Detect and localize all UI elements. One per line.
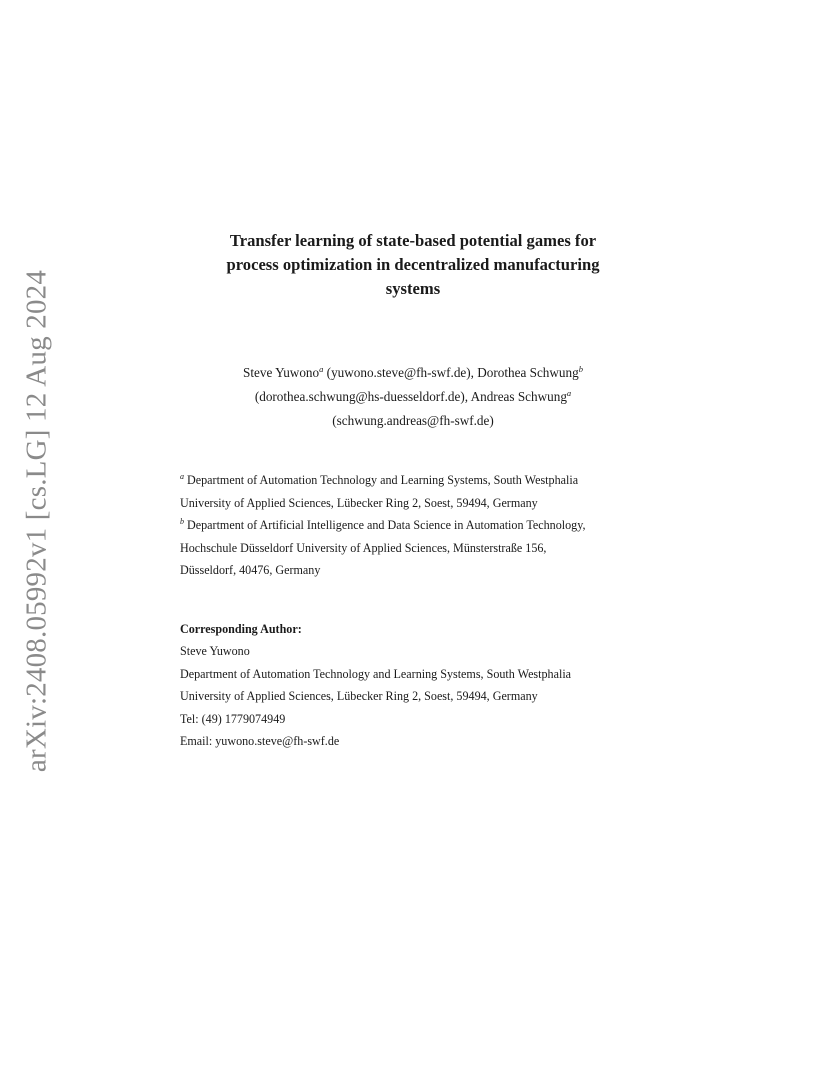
author-email: (schwung.andreas@fh-swf.de) [332, 413, 494, 428]
affiliation-line: Hochschule Düsseldorf University of Applied Sciences, Münsterstraße 156, [180, 540, 547, 555]
author-list [170, 361, 656, 433]
affiliation-text: Department of Automation Technology and Learning Systems, South Westphalia [184, 473, 579, 487]
corresponding-author-department: Department of Automation Technology and Learning Systems, South Westphalia [180, 666, 572, 681]
corresponding-author-department: University of Applied Sciences, Lübecker Ring 2, Soest, 59494, Germany [180, 689, 538, 704]
affiliation-mark: b [180, 517, 184, 526]
title-line: process optimization in decentralized manufacturing [226, 255, 600, 274]
corresponding-author-phone: Tel: (49) 1779074949 [180, 711, 286, 726]
title-line: systems [385, 279, 441, 298]
author-email: (dorothea.schwung@hs-duesseldorf.de), [254, 389, 471, 404]
author-name: Andreas Schwung [470, 389, 567, 404]
arxiv-identifier-stamp: arXiv:2408.05992v1 [cs.LG] 12 Aug 2024 [20, 269, 53, 773]
paper-title [190, 229, 636, 301]
affiliations-block [180, 469, 650, 582]
corresponding-author-name: Steve Yuwono [180, 644, 250, 659]
corresponding-author-block [180, 618, 650, 752]
affiliation-line: Düsseldorf, 40476, Germany [180, 563, 321, 577]
affiliation-mark: a [566, 388, 572, 398]
affiliation-line: University of Applied Sciences, Lübecker Ring 2, Soest, 59494, Germany [180, 495, 538, 510]
affiliation-line [180, 514, 650, 537]
corresponding-author-heading: Corresponding Author: [180, 622, 302, 636]
author-email: (yuwono.steve@fh-swf.de), [323, 365, 478, 380]
author-name: Steve Yuwono [243, 365, 320, 380]
author-line [170, 361, 656, 385]
author-name: Dorothea Schwung [477, 365, 579, 380]
affiliation-mark: a [319, 364, 324, 374]
title-line: Transfer learning of state-based potential games for [229, 231, 597, 250]
affiliation-mark: b [578, 364, 583, 374]
author-line [170, 385, 656, 409]
author-line [170, 409, 656, 433]
affiliation-line [180, 469, 650, 492]
affiliation-mark: a [180, 472, 184, 481]
corresponding-author-email: Email: yuwono.steve@fh-swf.de [180, 734, 340, 749]
affiliation-text: Department of Artificial Intelligence and Data Science in Automation Technology, [184, 518, 586, 532]
